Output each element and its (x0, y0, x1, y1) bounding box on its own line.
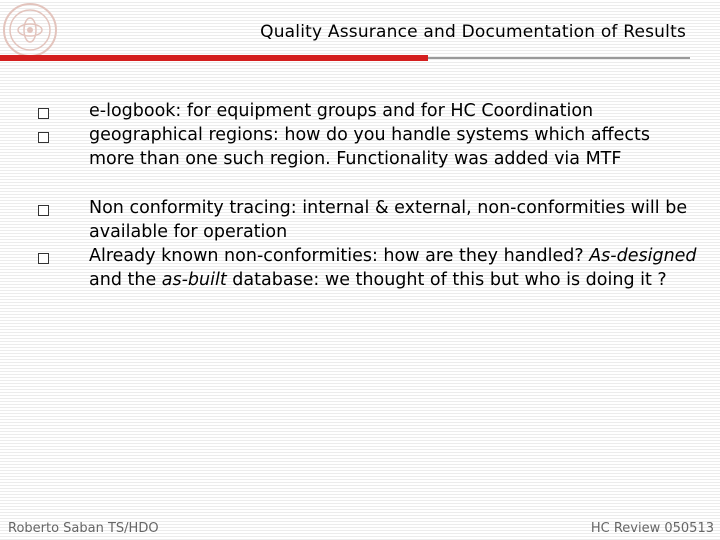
bullet-text: geographical regions: how do you handle systems which affects more than one such region. Functionality was added via MTF (89, 125, 650, 169)
bullet-text: e-logbook: for equipment groups and for HC Coordination (89, 101, 594, 121)
square-bullet-icon (38, 132, 49, 143)
square-bullet-icon (38, 205, 49, 216)
square-bullet-icon (38, 253, 49, 264)
footer-event: HC Review 050513 (590, 521, 714, 536)
bullet-text-part: and the (89, 270, 162, 290)
bullet-text-emphasis: as-built (161, 270, 227, 290)
title-underline-thin (428, 57, 690, 59)
square-bullet-icon (38, 108, 49, 119)
bullet-text: Non conformity tracing: internal & external, non-conformities will be available for operation (89, 198, 688, 242)
slide-title: Quality Assurance and Documentation of Results (260, 22, 686, 42)
title-underline-accent (0, 55, 428, 61)
list-item (38, 99, 698, 123)
list-item (38, 244, 698, 292)
list-item (38, 123, 698, 171)
bullet-text-part: database: we thought of this but who is doing it ? (226, 270, 667, 290)
institution-logo-icon (2, 2, 58, 58)
bullet-text-emphasis: As-designed (589, 246, 697, 266)
footer-author: Roberto Saban TS/HDO (8, 521, 159, 536)
bullet-list (38, 99, 698, 292)
list-item (38, 196, 698, 244)
bullet-text (89, 244, 698, 292)
bullet-text-part: Already known non-conformities: how are they handled? (89, 246, 590, 266)
